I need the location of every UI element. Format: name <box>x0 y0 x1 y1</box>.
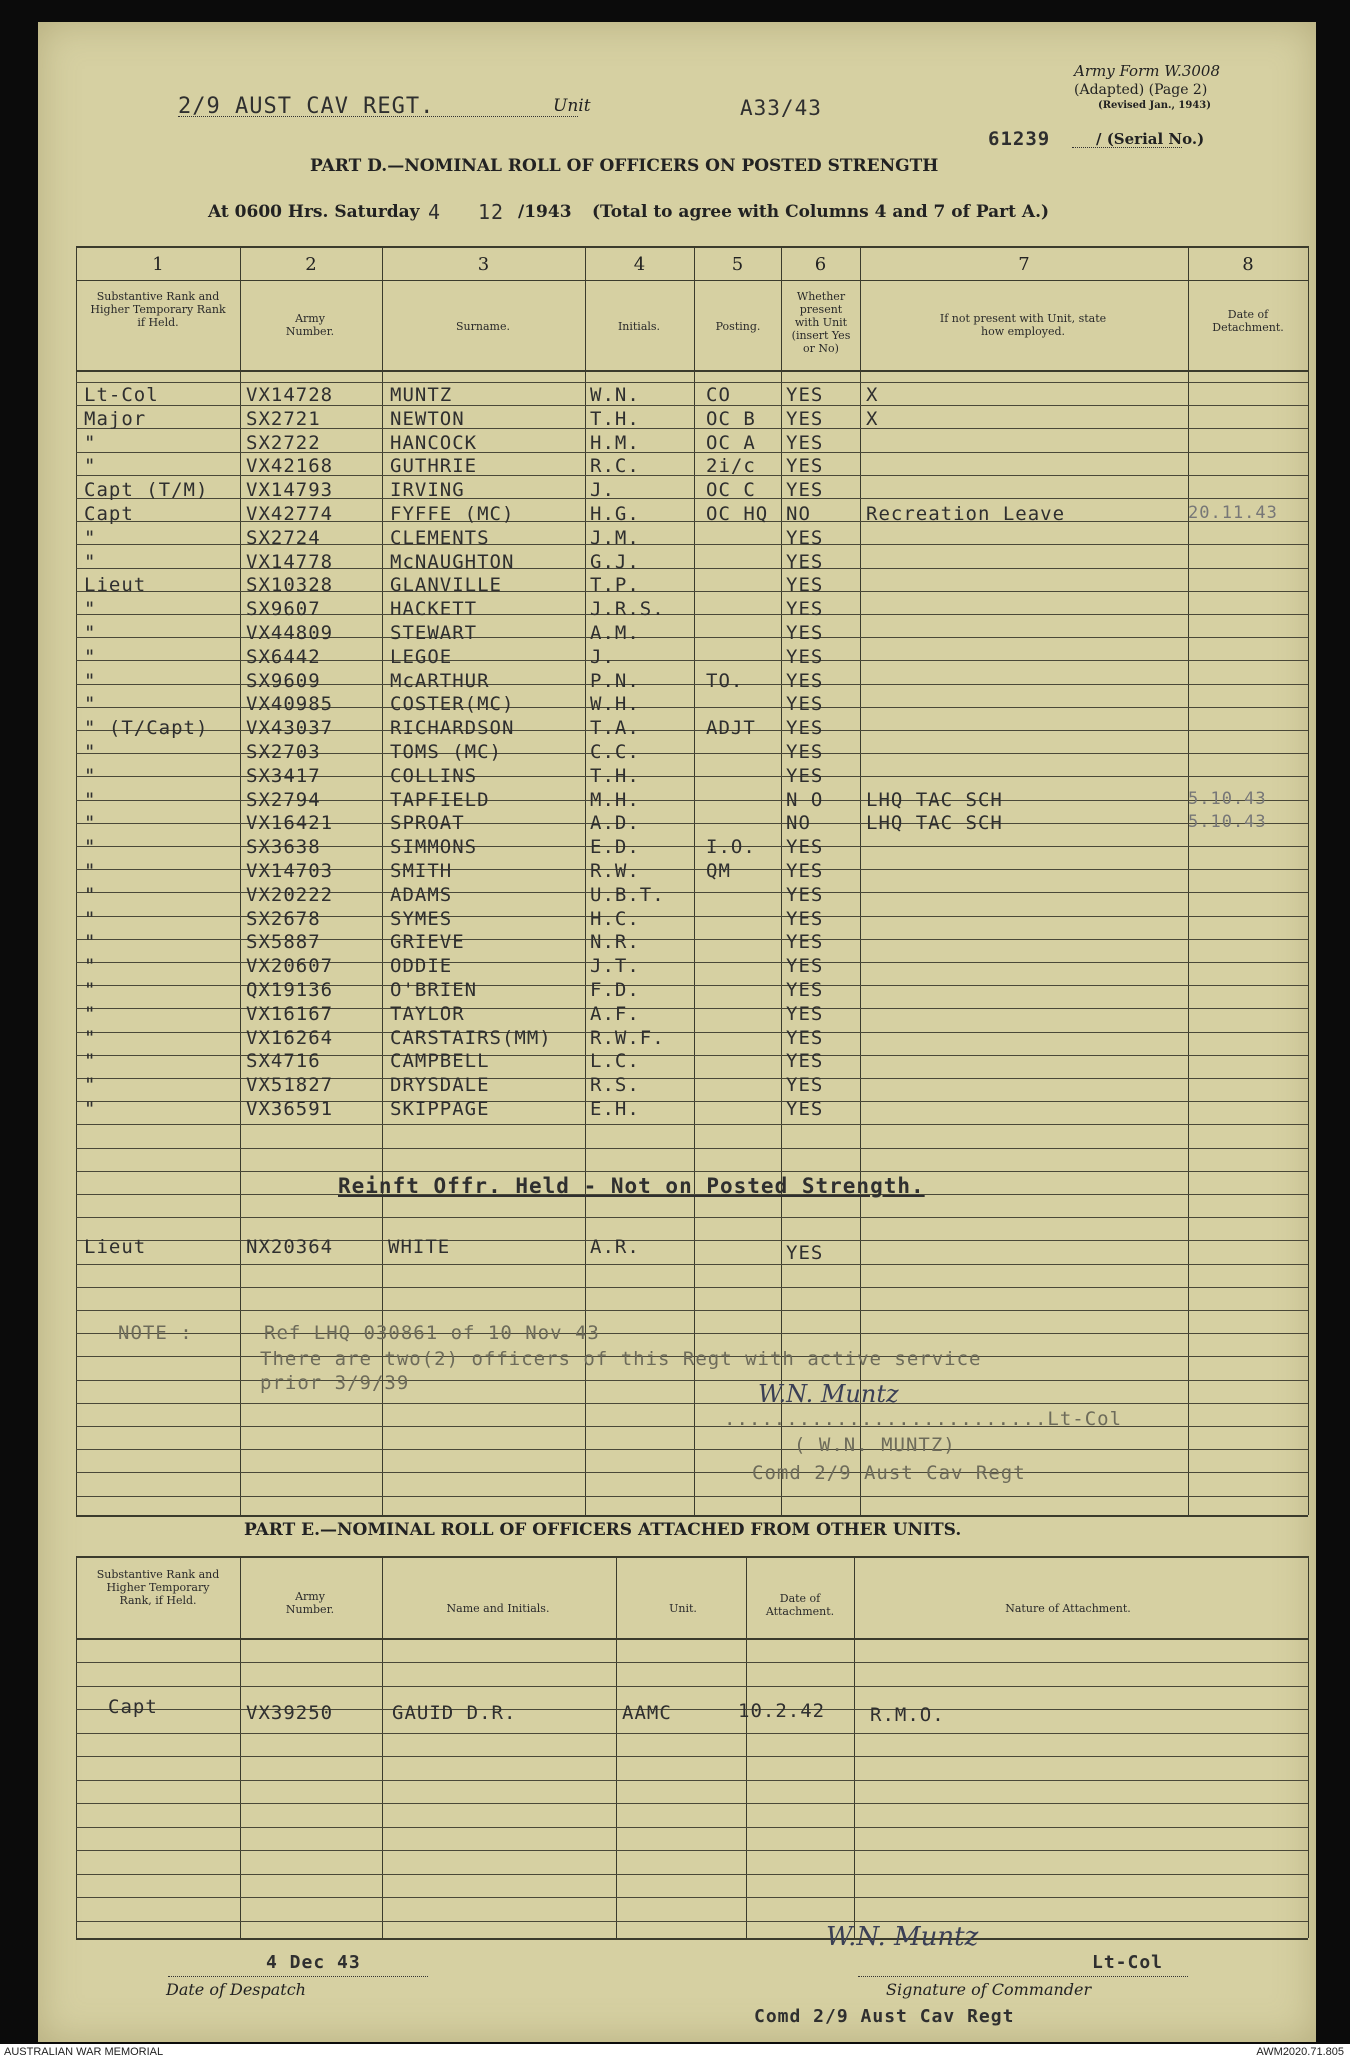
ruled-line <box>76 1897 1308 1898</box>
cell-rank: " <box>84 908 97 930</box>
ruled-line <box>76 1803 1308 1804</box>
cell-date: 5.10.43 <box>1188 812 1267 832</box>
cell-present: NO <box>786 812 811 834</box>
note-line-3: prior 3/9/39 <box>260 1372 410 1394</box>
col-head-employed: If not present with Unit, state how employed. <box>939 312 1107 338</box>
note-sign-role: Comd 2/9 Aust Cav Regt <box>752 1462 1026 1484</box>
cell-rank: " (T/Capt) <box>84 717 209 739</box>
cell-present: YES <box>786 432 824 454</box>
part-d-title: PART D.—NOMINAL ROLL OF OFFICERS ON POSTED STRENGTH <box>310 156 939 176</box>
ruled-line <box>76 1921 1308 1922</box>
reinforcement-army-number: NX20364 <box>246 1236 334 1258</box>
cell-rank: " <box>84 836 97 858</box>
ruled-line <box>76 1827 1308 1828</box>
cell-initials: F.D. <box>590 979 640 1001</box>
cell-number: SX3638 <box>246 836 321 858</box>
date-month: 12 <box>478 200 505 224</box>
reinforcement-rank: Lieut <box>84 1236 147 1258</box>
cell-present: YES <box>786 717 824 739</box>
cell-rank: " <box>84 432 97 454</box>
cell-initials: C.C. <box>590 741 640 763</box>
cell-rank: " <box>84 693 97 715</box>
col-number-3: 3 <box>477 254 490 275</box>
cell-surname: SIMMONS <box>390 836 478 858</box>
part-e-unit: AAMC <box>622 1702 672 1724</box>
ruled-line <box>76 1287 1308 1288</box>
reinforcement-present: YES <box>786 1242 824 1264</box>
cell-number: VX14728 <box>246 384 334 406</box>
cell-present: NO <box>786 503 811 525</box>
col-number-8: 8 <box>1242 254 1254 275</box>
cell-number: SX2678 <box>246 908 321 930</box>
cell-rank: " <box>84 765 97 787</box>
cell-surname: DRYSDALE <box>390 1074 490 1096</box>
cell-number: VX42168 <box>246 455 334 477</box>
cell-surname: HACKETT <box>390 598 478 620</box>
grid-col-edge-right <box>1308 246 1309 1515</box>
cell-present: YES <box>786 622 824 644</box>
ruled-line <box>76 382 1308 383</box>
cell-number: VX14778 <box>246 551 334 573</box>
cell-surname: CLEMENTS <box>390 527 490 549</box>
part-e-head-unit: Unit. <box>669 1602 697 1615</box>
cell-surname: LEGOE <box>390 646 453 668</box>
serial-label: / (Serial No.) <box>1096 130 1205 148</box>
note-label: NOTE : <box>118 1322 193 1344</box>
cell-surname: TAYLOR <box>390 1003 465 1025</box>
cell-number: VX43037 <box>246 717 334 739</box>
cell-initials: A.M. <box>590 622 640 644</box>
cell-rank: " <box>84 1027 97 1049</box>
commander-rank: Lt-Col <box>1092 1952 1164 1973</box>
cell-number: VX42774 <box>246 503 334 525</box>
cell-rank: " <box>84 1074 97 1096</box>
cell-rank: " <box>84 622 97 644</box>
signature-label: Signature of Commander <box>886 1980 1092 1999</box>
grid-top-border <box>76 246 1308 248</box>
cell-surname: CARSTAIRS(MM) <box>390 1027 552 1049</box>
ruled-line <box>76 1403 1308 1404</box>
cell-employed: Recreation Leave <box>866 503 1066 525</box>
cell-surname: O'BRIEN <box>390 979 478 1001</box>
cell-surname: SPROAT <box>390 812 465 834</box>
cell-rank: " <box>84 455 97 477</box>
date-year: /1943 <box>518 202 572 222</box>
cell-present: YES <box>786 408 824 430</box>
cell-posting: ADJT <box>706 717 756 739</box>
cell-initials: T.H. <box>590 408 640 430</box>
cell-initials: T.A. <box>590 717 640 739</box>
cell-number: VX14703 <box>246 860 334 882</box>
cell-posting: QM <box>706 860 731 882</box>
cell-present: YES <box>786 1074 824 1096</box>
cell-surname: IRVING <box>390 479 465 501</box>
cell-surname: SKIPPAGE <box>390 1098 490 1120</box>
grid-number-rule <box>76 280 1308 281</box>
cell-rank: Capt <box>84 503 134 525</box>
cell-posting: OC B <box>706 408 756 430</box>
grid-col-edge-left <box>76 246 77 1515</box>
grid-col-line-1 <box>240 246 241 1515</box>
col-head-posting: Posting. <box>715 320 761 333</box>
cell-posting: OC C <box>706 479 756 501</box>
cell-rank: " <box>84 670 97 692</box>
cell-rank: " <box>84 955 97 977</box>
commander-signature-scrawl: W.N. Muntz <box>758 1380 899 1408</box>
commander-unit: Comd 2/9 Aust Cav Regt <box>754 2006 1015 2027</box>
unit-name: 2/9 AUST CAV REGT. <box>178 94 435 119</box>
note-sign-dots: ..........................Lt-Col <box>724 1408 1123 1430</box>
note-line-1: Ref LHQ 030861 of 10 Nov 43 <box>264 1322 600 1344</box>
ruled-line <box>76 1472 1308 1473</box>
part-e-col-edge-right <box>1308 1556 1309 1938</box>
ruled-line <box>76 1780 1308 1781</box>
ruled-line <box>76 1124 1308 1125</box>
cell-surname: MUNTZ <box>390 384 453 406</box>
despatch-rule <box>168 1976 428 1977</box>
cell-posting: I.O. <box>706 836 756 858</box>
col-head-surname: Surname. <box>456 320 510 333</box>
cell-surname: SMITH <box>390 860 453 882</box>
cell-number: VX20607 <box>246 955 334 977</box>
cell-number: VX16264 <box>246 1027 334 1049</box>
cell-number: SX3417 <box>246 765 321 787</box>
cell-initials: U.B.T. <box>590 884 665 906</box>
part-e-col-line-5 <box>854 1556 855 1938</box>
cell-number: SX4716 <box>246 1050 321 1072</box>
cell-rank: Capt (T/M) <box>84 479 209 501</box>
part-e-date: 10.2.42 <box>738 1700 826 1722</box>
part-e-title: PART E.—NOMINAL ROLL OF OFFICERS ATTACHED FROM OTHER UNITS. <box>244 1520 962 1540</box>
col-number-5: 5 <box>731 254 744 275</box>
cell-surname: SYMES <box>390 908 453 930</box>
part-e-rank: Capt <box>108 1696 158 1718</box>
reinforcement-heading: Reinft Offr. Held - Not on Posted Strength. <box>338 1174 925 1198</box>
col-number-6: 6 <box>814 254 827 275</box>
cell-number: SX2794 <box>246 789 321 811</box>
cell-number: SX6442 <box>246 646 321 668</box>
cell-initials: M.H. <box>590 789 640 811</box>
cell-surname: McARTHUR <box>390 670 490 692</box>
cell-employed: X <box>866 408 879 430</box>
cell-initials: W.N. <box>590 384 640 406</box>
part-e-head-nature: Nature of Attachment. <box>1005 1602 1131 1615</box>
date-line-prefix: At 0600 Hrs. Saturday <box>208 202 420 222</box>
cell-employed: LHQ TAC SCH <box>866 812 1003 834</box>
col-head-army-number: Army Number. <box>285 312 335 338</box>
cell-initials: E.H. <box>590 1098 640 1120</box>
cell-rank: " <box>84 1003 97 1025</box>
unit-label: Unit <box>553 96 591 116</box>
part-e-col-edge-left <box>76 1556 77 1938</box>
cell-number: VX14793 <box>246 479 334 501</box>
cell-surname: TOMS (MC) <box>390 741 502 763</box>
cell-present: YES <box>786 836 824 858</box>
cell-rank: Lt-Col <box>84 384 159 406</box>
cell-initials: J.M. <box>590 527 640 549</box>
cell-initials: J.T. <box>590 955 640 977</box>
part-e-col-line-3 <box>616 1556 617 1938</box>
reference-number: A33/43 <box>740 96 822 120</box>
cell-number: SX2703 <box>246 741 321 763</box>
form-adapted: (Adapted) (Page 2) <box>1074 82 1208 98</box>
col-head-rank: Substantive Rank and Higher Temporary Rank if Held. <box>90 290 226 329</box>
cell-rank: " <box>84 884 97 906</box>
cell-present: YES <box>786 955 824 977</box>
cell-present: YES <box>786 551 824 573</box>
cell-present: YES <box>786 1027 824 1049</box>
col-number-2: 2 <box>305 254 317 275</box>
reinforcement-initials: A.R. <box>590 1236 640 1258</box>
cell-number: VX44809 <box>246 622 334 644</box>
cell-rank: " <box>84 646 97 668</box>
cell-present: YES <box>786 479 824 501</box>
cell-employed: X <box>866 384 879 406</box>
col-head-detachment-date: Date of Detachment. <box>1212 308 1284 334</box>
part-e-head-date: Date of Attachment. <box>765 1592 835 1618</box>
cell-surname: McNAUGHTON <box>390 551 515 573</box>
cell-present: YES <box>786 1003 824 1025</box>
cell-rank: " <box>84 1098 97 1120</box>
cell-number: SX9607 <box>246 598 321 620</box>
cell-number: VX36591 <box>246 1098 334 1120</box>
cell-initials: W.H. <box>590 693 640 715</box>
cell-rank: " <box>84 979 97 1001</box>
ruled-line <box>76 1662 1308 1663</box>
grid-col-line-7 <box>1188 246 1189 1515</box>
note-line-2: There are two(2) officers of this Regt with active service <box>260 1348 982 1370</box>
part-e-col-line-4 <box>746 1556 747 1938</box>
cell-initials: H.C. <box>590 908 640 930</box>
despatch-label: Date of Despatch <box>166 1980 306 1999</box>
cell-rank: Lieut <box>84 574 147 596</box>
ruled-line <box>76 1496 1308 1497</box>
ruled-line <box>76 1686 1308 1687</box>
cell-initials: R.W. <box>590 860 640 882</box>
cell-number: SX2721 <box>246 408 321 430</box>
grid-col-line-6 <box>860 246 861 1515</box>
ruled-line <box>76 1310 1308 1311</box>
cell-posting: OC A <box>706 432 756 454</box>
cell-initials: P.N. <box>590 670 640 692</box>
cell-initials: J. <box>590 646 615 668</box>
cell-rank: " <box>84 551 97 573</box>
cell-surname: ODDIE <box>390 955 453 977</box>
ruled-line <box>76 1733 1308 1734</box>
part-e-nature: R.M.O. <box>870 1704 945 1726</box>
grid-bottom-border <box>76 1515 1308 1517</box>
serial-number: 61239 <box>988 128 1051 150</box>
cell-rank: " <box>84 527 97 549</box>
part-e-army-number: VX39250 <box>246 1702 334 1724</box>
reinforcement-surname: WHITE <box>388 1236 451 1258</box>
cell-initials: L.C. <box>590 1050 640 1072</box>
cell-initials: R.S. <box>590 1074 640 1096</box>
cell-present: YES <box>786 598 824 620</box>
cell-posting: CO <box>706 384 731 406</box>
cell-initials: N.R. <box>590 931 640 953</box>
cell-initials: T.H. <box>590 765 640 787</box>
cell-rank: Major <box>84 408 147 430</box>
cell-present: YES <box>786 908 824 930</box>
part-e-header-rule <box>76 1638 1308 1640</box>
cell-employed: LHQ TAC SCH <box>866 789 1003 811</box>
ruled-line <box>76 1874 1308 1875</box>
cell-number: VX16167 <box>246 1003 334 1025</box>
cell-number: VX20222 <box>246 884 334 906</box>
cell-present: YES <box>786 1098 824 1120</box>
cell-present: YES <box>786 741 824 763</box>
cell-initials: J. <box>590 479 615 501</box>
cell-initials: A.F. <box>590 1003 640 1025</box>
col-head-initials: Initials. <box>617 320 661 333</box>
despatch-date: 4 Dec 43 <box>266 1952 361 1973</box>
cell-present: YES <box>786 693 824 715</box>
cell-rank: " <box>84 598 97 620</box>
cell-number: QX19136 <box>246 979 334 1001</box>
cell-rank: " <box>84 789 97 811</box>
cell-present: YES <box>786 455 824 477</box>
cell-initials: R.W.F. <box>590 1027 665 1049</box>
cell-surname: CAMPBELL <box>390 1050 490 1072</box>
grid-col-line-4 <box>694 246 695 1515</box>
cell-initials: R.C. <box>590 455 640 477</box>
cell-number: VX51827 <box>246 1074 334 1096</box>
cell-posting: OC HQ <box>706 503 769 525</box>
cell-rank: " <box>84 931 97 953</box>
ruled-line <box>76 1426 1308 1427</box>
cell-number: VX40985 <box>246 693 334 715</box>
cell-present: YES <box>786 860 824 882</box>
part-e-col-line-2 <box>382 1556 383 1938</box>
ruled-line <box>76 1449 1308 1450</box>
cell-rank: " <box>84 741 97 763</box>
ruled-line <box>76 1217 1308 1218</box>
cell-number: SX9609 <box>246 670 321 692</box>
cell-present: YES <box>786 979 824 1001</box>
cell-surname: GRIEVE <box>390 931 465 953</box>
ruled-line <box>76 1756 1308 1757</box>
cell-present: YES <box>786 670 824 692</box>
ruled-line <box>76 1333 1308 1334</box>
date-day: 4 <box>428 200 442 224</box>
cell-surname: TAPFIELD <box>390 789 490 811</box>
cell-initials: H.M. <box>590 432 640 454</box>
cell-surname: COSTER(MC) <box>390 693 515 715</box>
unit-rule <box>178 116 578 117</box>
ruled-line <box>76 1264 1308 1265</box>
archive-left: AUSTRALIAN WAR MEMORIAL <box>4 2046 164 2058</box>
cell-rank: " <box>84 860 97 882</box>
col-head-present: Whether present with Unit (insert Yes or No) <box>791 290 851 355</box>
form-title: Army Form W.3008 <box>1074 62 1220 80</box>
cell-present: YES <box>786 884 824 906</box>
cell-present: YES <box>786 1050 824 1072</box>
cell-initials: J.R.S. <box>590 598 665 620</box>
part-e-head-name: Name and Initials. <box>446 1602 550 1615</box>
serial-rule <box>1072 147 1182 148</box>
cell-initials: H.G. <box>590 503 640 525</box>
cell-present: YES <box>786 527 824 549</box>
archive-strip <box>0 2044 1350 2061</box>
cell-surname: HANCOCK <box>390 432 478 454</box>
cell-date: 20.11.43 <box>1188 503 1278 523</box>
cell-number: SX5887 <box>246 931 321 953</box>
cell-number: VX16421 <box>246 812 334 834</box>
cell-present: YES <box>786 646 824 668</box>
cell-surname: STEWART <box>390 622 478 644</box>
cell-initials: T.P. <box>590 574 640 596</box>
part-e-name: GAUID D.R. <box>392 1702 517 1724</box>
cell-surname: RICHARDSON <box>390 717 515 739</box>
cell-surname: ADAMS <box>390 884 453 906</box>
part-e-col-line-1 <box>240 1556 241 1938</box>
cell-surname: NEWTON <box>390 408 465 430</box>
archive-right: AWM2020.71.805 <box>1256 2046 1344 2058</box>
ruled-line <box>76 1171 1308 1172</box>
grid-col-line-5 <box>781 246 782 1515</box>
cell-number: SX10328 <box>246 574 334 596</box>
part-e-head-rank: Substantive Rank and Higher Temporary Rank, if Held. <box>96 1568 220 1607</box>
signature-rule <box>858 1976 1188 1977</box>
form-revised: (Revised Jan., 1943) <box>1098 100 1211 111</box>
cell-present: YES <box>786 384 824 406</box>
date-line-suffix: (Total to agree with Columns 4 and 7 of Part A.) <box>592 202 1050 222</box>
cell-present: N O <box>786 789 824 811</box>
commander-signature: W.N. Muntz <box>826 1922 979 1952</box>
cell-present: YES <box>786 574 824 596</box>
cell-surname: GLANVILLE <box>390 574 502 596</box>
cell-posting: 2i/c <box>706 455 756 477</box>
cell-rank: " <box>84 812 97 834</box>
cell-posting: TO. <box>706 670 744 692</box>
part-e-bottom-border <box>76 1938 1308 1940</box>
cell-number: SX2724 <box>246 527 321 549</box>
form-paper <box>38 22 1316 2042</box>
cell-surname: GUTHRIE <box>390 455 478 477</box>
cell-initials: G.J. <box>590 551 640 573</box>
ruled-line <box>76 1148 1308 1149</box>
cell-date: 5.10.43 <box>1188 789 1267 809</box>
cell-initials: A.D. <box>590 812 640 834</box>
cell-present: YES <box>786 931 824 953</box>
cell-surname: COLLINS <box>390 765 478 787</box>
cell-surname: FYFFE (MC) <box>390 503 515 525</box>
col-number-4: 4 <box>633 254 646 275</box>
part-e-top-border <box>76 1556 1308 1558</box>
note-sign-name: ( W.N. MUNTZ) <box>794 1434 956 1456</box>
cell-present: YES <box>786 765 824 787</box>
cell-initials: E.D. <box>590 836 640 858</box>
cell-rank: " <box>84 1050 97 1072</box>
cell-number: SX2722 <box>246 432 321 454</box>
col-number-7: 7 <box>1018 254 1030 275</box>
grid-header-rule <box>76 370 1308 372</box>
col-number-1: 1 <box>152 254 164 275</box>
part-e-head-army-number: Army Number. <box>285 1590 335 1616</box>
ruled-line <box>76 1850 1308 1851</box>
